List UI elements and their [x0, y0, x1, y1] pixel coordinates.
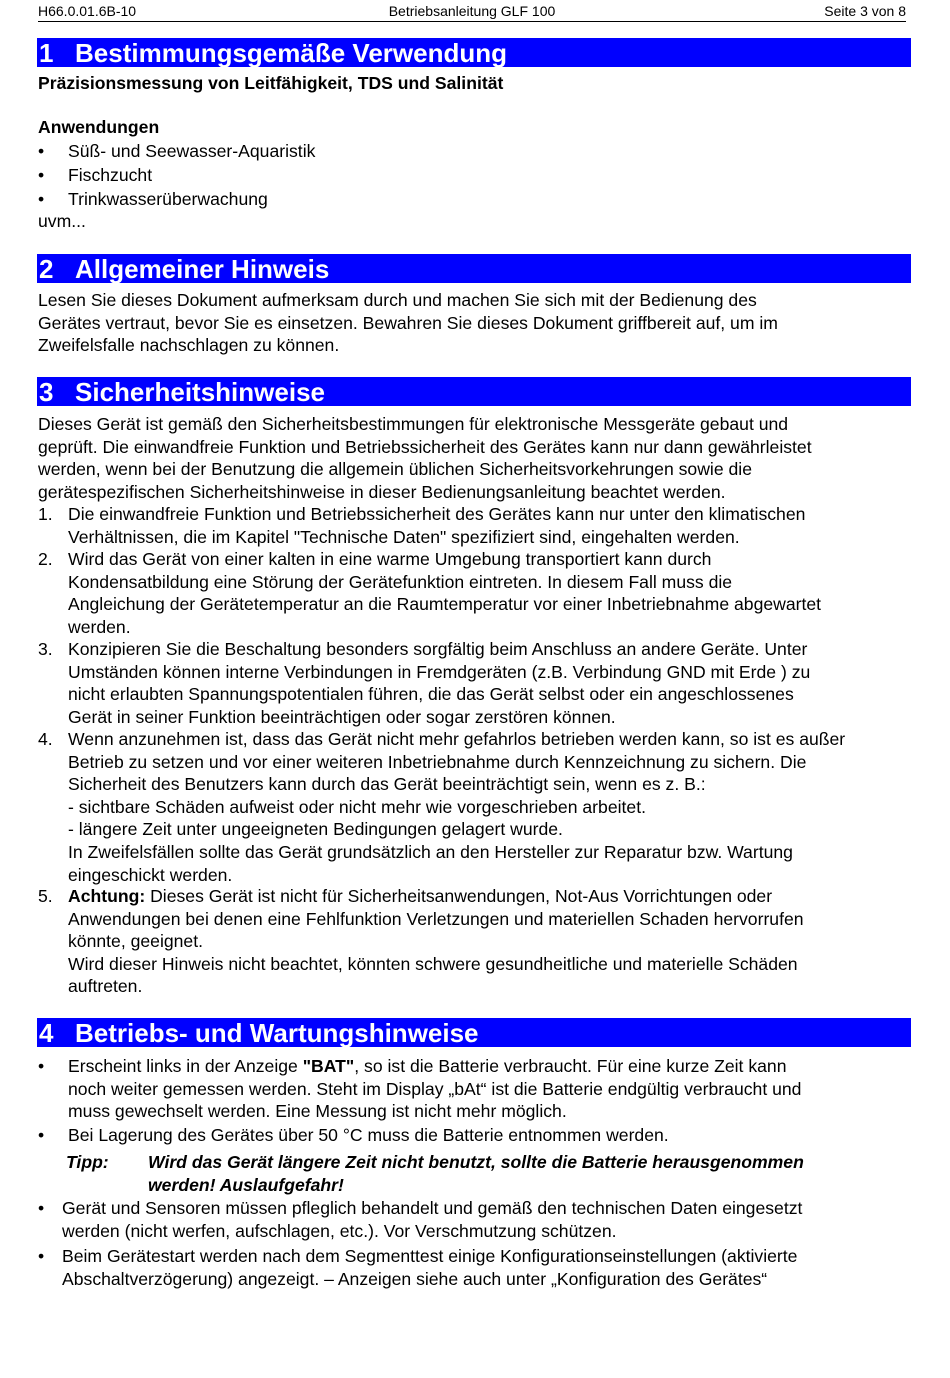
bullet-icon: •	[38, 141, 45, 161]
section-3-heading	[37, 377, 911, 406]
document-id: H66.0.01.6B-10	[38, 3, 137, 19]
section-title: Betriebs- und Wartungshinweise	[75, 1018, 479, 1048]
bullet-icon: •	[38, 1125, 45, 1145]
bullet-icon: •	[38, 1056, 45, 1076]
section-1-heading	[37, 38, 911, 67]
page-header	[38, 3, 906, 22]
section-number: 1	[39, 38, 54, 68]
section-title: Sicherheitshinweise	[75, 377, 325, 407]
applications-label: Anwendungen	[38, 117, 160, 137]
section-4-heading	[37, 1018, 911, 1047]
paragraph-line: Lesen Sie dieses Dokument aufmerksam durch und machen Sie sich mit der Bedienung des	[38, 290, 757, 310]
bullet-icon: •	[38, 1198, 45, 1218]
paragraph-line: werden, wenn bei der Benutzung die allgemein üblichen Sicherheitsvorkehrungen sowie die	[38, 459, 752, 479]
document-title: Betriebsanleitung GLF 100	[388, 3, 556, 19]
paragraph-line: gerätespezifischen Sicherheitshinweise in dieser Bedienungsanleitung beachtet werden.	[38, 482, 726, 502]
etc-text: uvm...	[38, 211, 86, 231]
paragraph-line: Dieses Gerät ist gemäß den Sicherheitsbestimmungen für elektronische Messgeräte gebaut und	[38, 414, 789, 434]
bullet-icon: •	[38, 189, 45, 209]
bullet-icon: •	[38, 1246, 45, 1266]
section-number: 2	[39, 254, 54, 284]
section-number: 4	[39, 1018, 54, 1048]
paragraph-line: Zweifelsfalle nachschlagen zu können.	[38, 335, 340, 355]
section-number: 3	[39, 377, 54, 407]
section-title: Bestimmungsgemäße Verwendung	[75, 38, 507, 68]
bullet-icon: •	[38, 165, 45, 185]
paragraph-line: geprüft. Die einwandfreie Funktion und Betriebssicherheit des Gerätes kann nur dann gewährleistet	[38, 437, 812, 457]
section-title: Allgemeiner Hinweis	[75, 254, 330, 284]
section-2-heading	[37, 254, 911, 283]
tip-label: Tipp:	[66, 1152, 109, 1172]
warning-label: Achtung:	[68, 886, 146, 906]
page-number: Seite 3 von 8	[824, 3, 906, 19]
paragraph-line: Gerätes vertraut, bevor Sie es einsetzen. Bewahren Sie dieses Dokument griffbereit auf, um im	[38, 313, 778, 333]
section-1-subtitle: Präzisionsmessung von Leitfähigkeit, TDS und Salinität	[38, 73, 504, 93]
